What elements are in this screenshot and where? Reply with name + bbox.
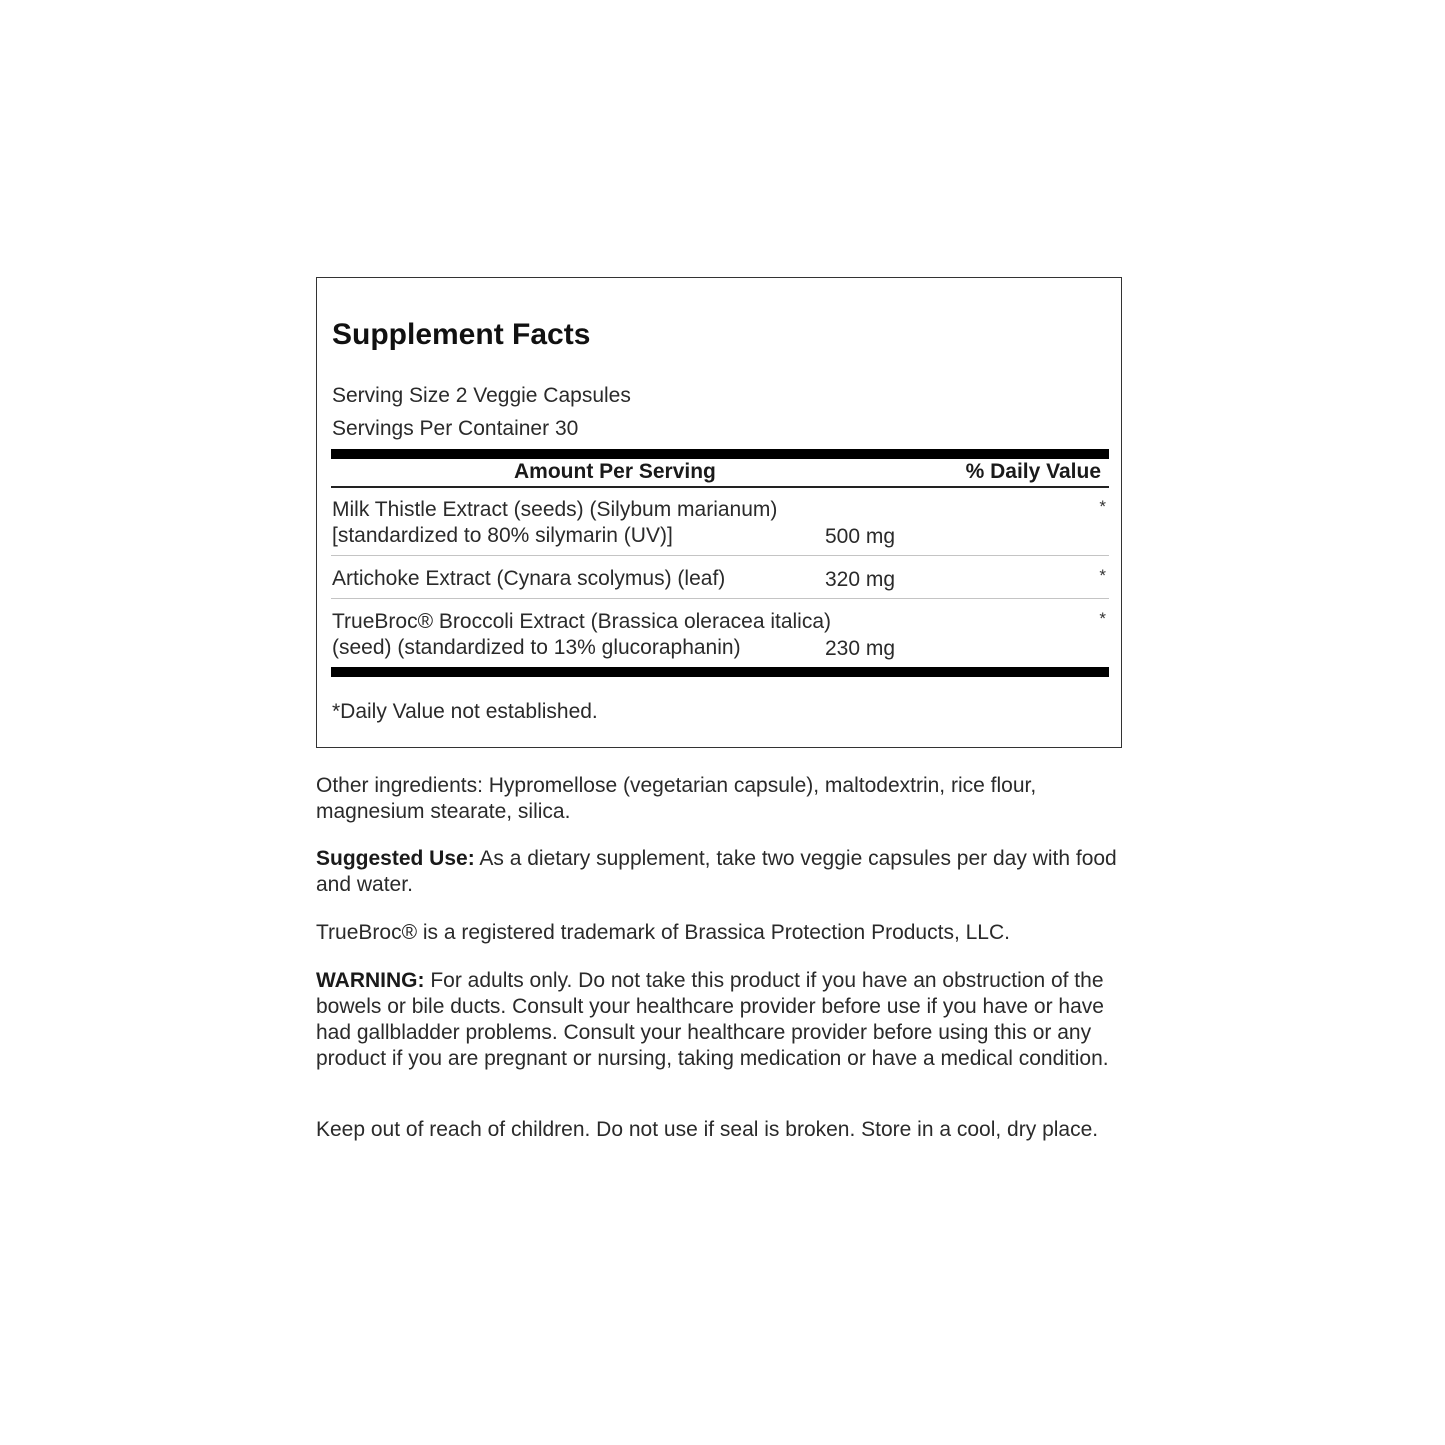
ingredient-amount-milk-thistle: 500 mg xyxy=(825,525,896,548)
ingredient-name-line: (seed) (standardized to 13% glucoraphanin) xyxy=(332,636,741,659)
daily-value-header: % Daily Value xyxy=(965,460,1101,483)
ingredient-name-artichoke xyxy=(332,566,725,592)
bottom-thick-divider xyxy=(331,667,1109,677)
warning-text xyxy=(316,968,1128,1072)
ingredient-name-line: Milk Thistle Extract (seeds) (Silybum marianum) xyxy=(332,498,778,521)
ingredient-daily-value-artichoke: * xyxy=(1099,566,1106,585)
header-divider xyxy=(331,486,1109,488)
other-ingredients-text: Other ingredients: Hypromellose (vegetarian capsule), maltodextrin, rice flour, magnesium stearate, silica. xyxy=(316,774,1037,823)
ingredient-daily-value-broccoli: * xyxy=(1099,609,1106,628)
top-thick-divider xyxy=(331,449,1109,459)
suggested-use-label: Suggested Use: xyxy=(316,847,475,870)
trademark-text: TrueBroc® is a registered trademark of Brassica Protection Products, LLC. xyxy=(316,921,1010,944)
warning-body: For adults only. Do not take this product if you have an obstruction of the bowels or bile ducts. Consult your healthcare provider before use if you have or have had gallbladder problems. Consult your healthcare provider before using this or any product if you are pregnant or nursing, taking medication or have a medical condition. xyxy=(316,969,1109,1070)
servings-per-container: Servings Per Container 30 xyxy=(332,417,579,440)
ingredient-amount-broccoli: 230 mg xyxy=(825,637,896,660)
supplement-facts-panel xyxy=(316,277,1122,748)
daily-value-footnote: *Daily Value not established. xyxy=(332,700,598,723)
amount-per-serving-header: Amount Per Serving xyxy=(514,460,716,483)
ingredient-name-line: Artichoke Extract (Cynara scolymus) (leaf) xyxy=(332,567,726,590)
row-divider xyxy=(331,555,1109,556)
ingredient-amount-artichoke: 320 mg xyxy=(825,568,896,591)
storage-text: Keep out of reach of children. Do not use if seal is broken. Store in a cool, dry place. xyxy=(316,1118,1099,1141)
ingredient-name-milk-thistle xyxy=(332,497,777,549)
suggested-use-text xyxy=(316,846,1128,898)
row-divider xyxy=(331,598,1109,599)
suggested-use-body: As a dietary supplement, take two veggie capsules per day with food and water. xyxy=(316,847,1117,896)
ingredient-daily-value-milk-thistle: * xyxy=(1099,497,1106,516)
ingredient-name-line: TrueBroc® Broccoli Extract (Brassica oleracea italica) xyxy=(332,610,832,633)
facts-title: Supplement Facts xyxy=(332,318,591,351)
ingredient-name-broccoli xyxy=(332,609,831,661)
ingredient-name-line: [standardized to 80% silymarin (UV)] xyxy=(332,524,673,547)
warning-label: WARNING: xyxy=(316,969,425,992)
serving-size: Serving Size 2 Veggie Capsules xyxy=(332,384,631,407)
